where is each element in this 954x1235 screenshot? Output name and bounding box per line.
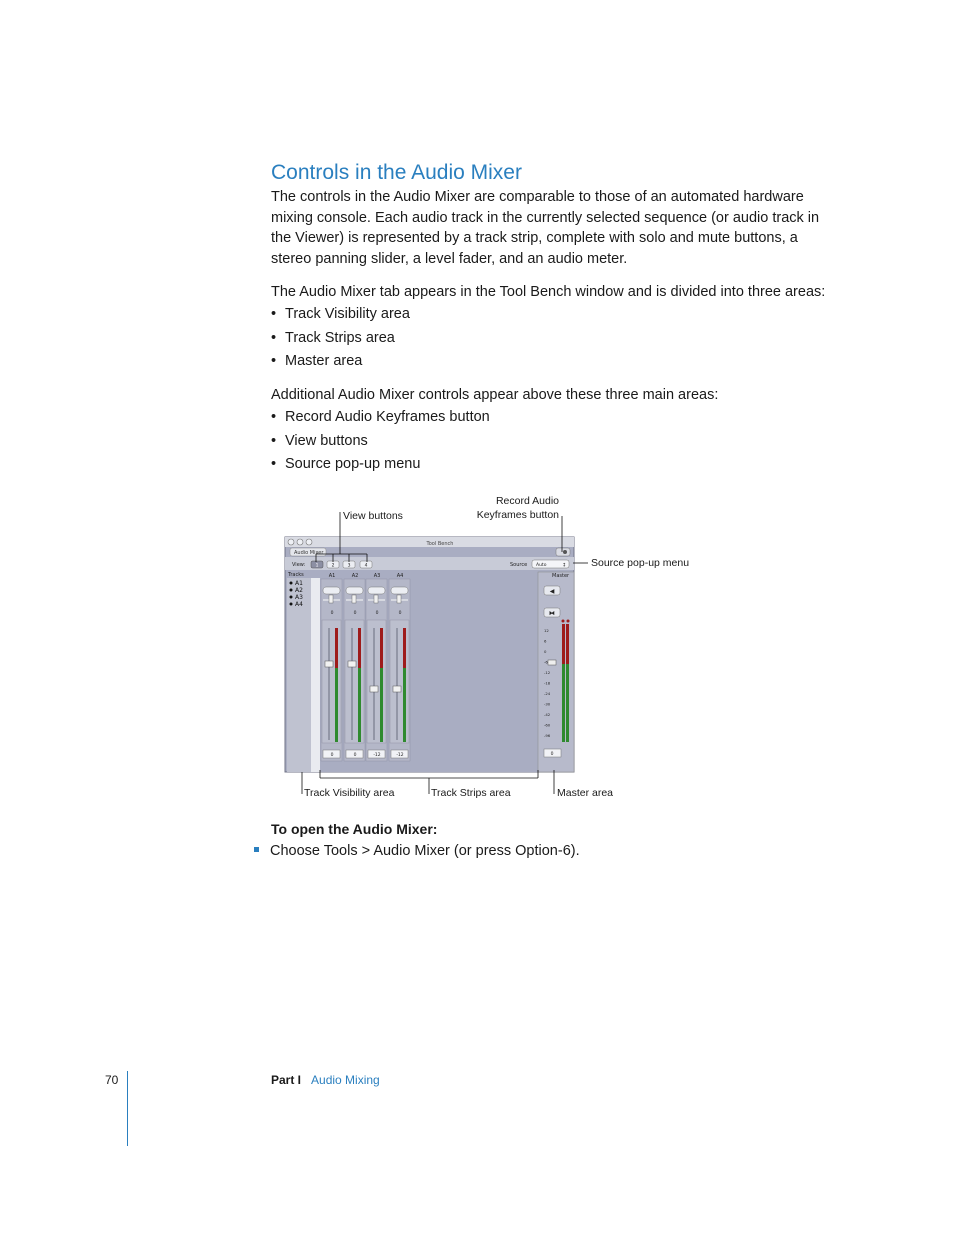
list-item: • View buttons [271,430,490,454]
scale-tick-label: -42 [544,712,551,717]
callout-track-strips: Track Strips area [431,787,511,799]
level-fader-knob[interactable] [348,661,356,667]
svg-text:-12: -12 [396,753,404,758]
keyframe-icon [563,550,567,554]
svg-text:Master: Master [552,573,570,579]
speaker-icon: ◀ [549,589,555,595]
svg-text:Audio Mixer: Audio Mixer [294,550,324,556]
scale-tick-label: 12 [544,628,549,633]
svg-text:3: 3 [347,563,351,569]
fader-well [322,620,341,743]
level-fader-knob[interactable] [393,686,401,692]
scale-tick-label: -60 [544,722,551,728]
fader-well [390,620,409,743]
footer-part: Part I Audio Mixing [271,1073,380,1087]
pan-slider-knob[interactable] [374,595,378,603]
svg-text:-12: -12 [373,753,381,758]
step-item: Choose Tools > Audio Mixer (or press Option-6). [254,843,580,859]
scale-tick-label: -6 [544,659,548,665]
callout-record-keyframes: Record Audio Keyframes button [476,495,559,521]
pan-slider-knob[interactable] [352,595,356,603]
list-item: • Track Strips area [271,327,410,351]
svg-text:A4: A4 [396,573,404,579]
master-fader-knob[interactable] [548,660,556,665]
level-fader-knob[interactable] [325,661,333,667]
list-item: • Source pop-up menu [271,453,490,477]
downmix-icon: ⧓ [549,611,555,617]
track-visibility-a2[interactable]: A2 [295,587,303,594]
svg-text:A1: A1 [328,573,336,579]
svg-text:View:: View: [292,562,306,568]
meter-level [403,668,406,742]
bullet-square-icon [254,847,259,852]
svg-text:Tracks: Tracks [288,572,304,578]
list-item: • Master area [271,350,410,374]
controls-intro-paragraph: Additional Audio Mixer controls appear above these three main areas: [271,387,719,403]
svg-text:Source: Source [510,562,528,568]
page-number: 70 [105,1073,119,1087]
task-heading: To open the Audio Mixer: [271,821,438,837]
meter-level [358,668,361,742]
solo-mute-button[interactable] [391,587,408,594]
svg-text:0: 0 [550,752,554,757]
pan-slider-knob[interactable] [397,595,401,603]
intro-paragraph: The controls in the Audio Mixer are comparable to those of an automated hardware mixing console. Each audio track in the currently selected sequence (or audio track in the Viewer) is represented by a track strip, complete with solo and mute buttons, a stereo panning slider, a level fader, and an audio meter. [271,189,820,267]
meter-peak [335,628,338,668]
scale-tick-label: 6 [544,638,547,644]
svg-text:0: 0 [330,611,334,616]
solo-mute-button[interactable] [368,587,385,594]
zoom-icon[interactable] [306,539,312,545]
meter-peak [403,628,406,668]
svg-text:0: 0 [398,611,402,616]
section-title: Controls in the Audio Mixer [271,161,522,184]
callout-track-visibility: Track Visibility area [304,787,395,799]
svg-text:Auto: Auto [536,563,547,568]
svg-text:0: 0 [353,753,357,758]
minimize-icon[interactable] [297,539,303,545]
list-item: • Record Audio Keyframes button [271,406,490,430]
callout-master-area: Master area [557,787,614,799]
meter-peak [358,628,361,668]
scale-tick-label: -12 [544,670,551,675]
svg-text:A3: A3 [373,573,381,579]
scale-tick-label: 0 [544,649,547,654]
meter-level [380,668,383,742]
callout-source-menu: Source pop-up menu [591,557,690,569]
meter-level [335,668,338,742]
audio-mixer-figure [280,490,720,810]
scale-tick-label: -18 [544,680,551,686]
audio-mixer-screenshot [280,490,720,810]
solo-mute-button[interactable] [323,587,340,594]
areas-intro-paragraph: The Audio Mixer tab appears in the Tool Bench window and is divided into three areas: [271,284,826,300]
track-visibility-a3[interactable]: A3 [295,594,303,601]
svg-text:A2: A2 [351,573,359,579]
svg-text:0: 0 [330,753,334,758]
close-icon[interactable] [288,539,294,545]
fader-well [367,620,386,743]
meter-peak [380,628,383,668]
callout-view-buttons: View buttons [343,510,403,522]
svg-text:0: 0 [375,611,379,616]
window-title: Tool Bench [426,541,454,547]
solo-mute-button[interactable] [346,587,363,594]
fader-well [345,620,364,743]
svg-text:2: 2 [331,563,335,569]
footer-divider [127,1071,128,1146]
areas-list [271,303,410,374]
scale-tick-label: -30 [544,701,551,707]
scale-tick-label: -96 [544,733,551,738]
svg-text:1: 1 [315,563,319,569]
track-visibility-a4[interactable]: A4 [295,601,303,608]
scale-tick-label: -24 [544,691,551,696]
controls-list [271,406,490,477]
chevron-updown-icon: ↕ [562,562,567,569]
track-visibility-a1[interactable]: A1 [295,580,303,587]
level-fader-knob[interactable] [370,686,378,692]
svg-text:4: 4 [364,563,368,569]
svg-text:0: 0 [353,611,357,616]
pan-slider-knob[interactable] [329,595,333,603]
list-item: • Track Visibility area [271,303,410,327]
